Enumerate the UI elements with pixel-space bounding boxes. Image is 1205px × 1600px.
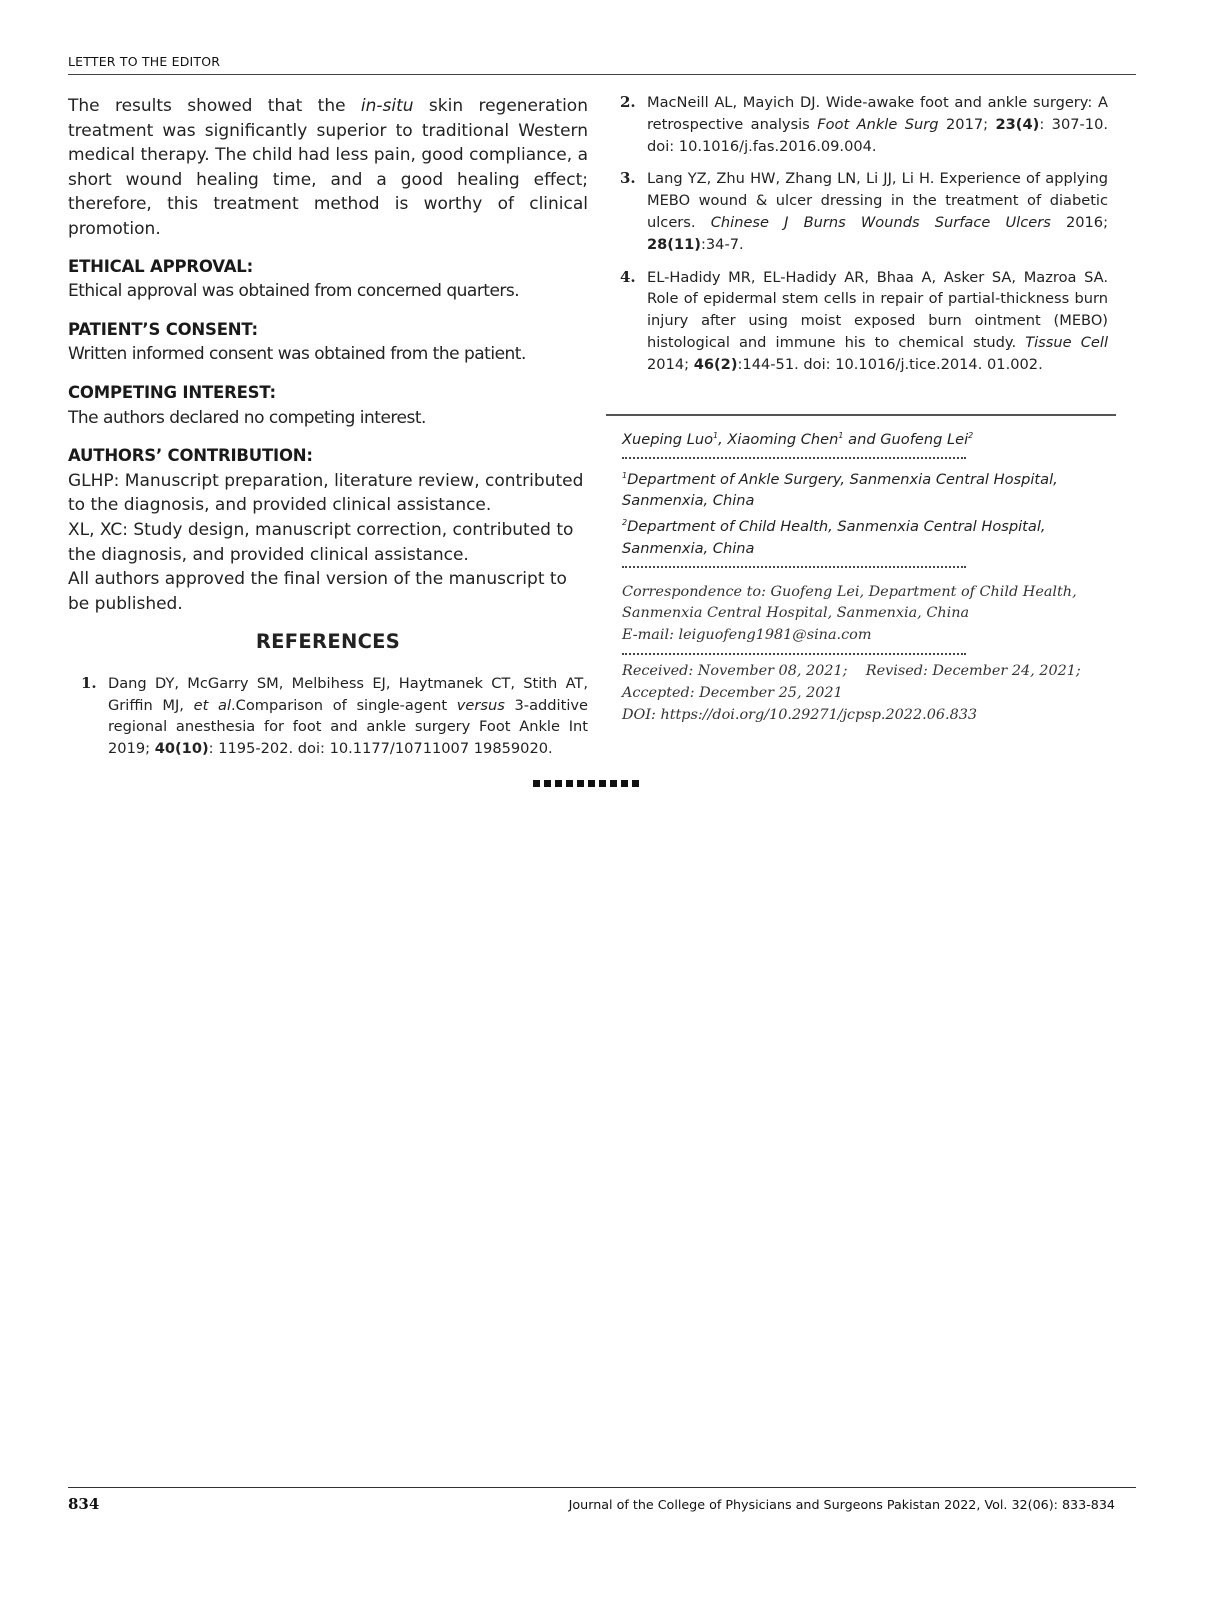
reference-number: 3. xyxy=(620,169,636,188)
patient-consent-heading: PATIENT’S CONSENT: xyxy=(68,319,258,339)
references-heading: REFERENCES xyxy=(255,630,401,654)
running-header: LETTER TO THE EDITOR xyxy=(68,54,221,69)
reference-item: 4. EL-Hadidy MR, EL-Hadidy AR, Bhaa A, Asker SA, Mazroa SA. Role of epidermal stem cells in repair of partial-thickness burn injury after using moist exposed burn ointment (MEBO) histological and immune his to chemical study. Tissue Cell 2014; 46(2):144-51. doi: 10.1016/j.tice.2014. 01.002. xyxy=(620,267,1108,373)
ethical-approval-heading: ETHICAL APPROVAL: xyxy=(68,256,253,276)
email: E-mail: leiguofeng1981@sina.com xyxy=(622,627,872,644)
doi: DOI: https://doi.org/10.29271/jcpsp.2022.06.833 xyxy=(622,706,978,723)
conclusion-text-2: skin regeneration treatment was significantly superior to traditional Western medical therapy. The child had less pain, good compliance, a short wound healing time, and a good healing effect; therefore, this treatment method is worthy of clinical promotion. xyxy=(68,96,588,239)
correspondence: Correspondence to: Guofeng Lei, Department of Child Health, Sanmenxia Central Hospital, Sanmenxia, China xyxy=(622,583,1077,622)
reference-number: 2. xyxy=(620,93,636,111)
footer-rule xyxy=(68,1487,1136,1488)
competing-interest-heading: COMPETING INTEREST: xyxy=(68,382,276,402)
reference-number: 4. xyxy=(620,267,636,286)
contribution-xl-xc: XL, XC: Study design, manuscript correction, contributed to the diagnosis, and provided clinical assistance. xyxy=(68,519,574,565)
author-affiliation-block xyxy=(622,425,1108,726)
affiliation-1: $^1$Department of Ankle Surgery, Sanmenxia Central Hospital, Sanmenxia, China xyxy=(622,470,1058,510)
reference-item: 1. Dang DY, McGarry SM, Melbihess EJ, Haytmanek CT, Stith AT, Griffin MJ, et al.Comparison of single-agent versus 3-additive regional anesthesia for foot and ankle surgery Foot Ankle Int 2019; 40(10): 1195-202. doi: 10.1177/10711007 19859020. xyxy=(81,673,588,758)
conclusion-text-1: The results showed that the xyxy=(68,96,361,116)
header-rule xyxy=(68,74,1136,75)
patient-consent-text: Written informed consent was obtained from the patient. xyxy=(68,344,526,365)
affiliation-2: $^2$Department of Child Health, Sanmenxia Central Hospital, Sanmenxia, China xyxy=(622,517,1046,557)
right-column-references xyxy=(622,92,1108,387)
end-of-article-marker xyxy=(533,780,639,787)
authors-contribution-heading: AUTHORS’ CONTRIBUTION: xyxy=(68,446,313,466)
ethical-approval-text: Ethical approval was obtained from concerned quarters. xyxy=(68,281,520,302)
page-number: 834 xyxy=(68,1495,100,1513)
reference-item: 3. Lang YZ, Zhu HW, Zhang LN, Li JJ, Li H. Experience of applying MEBO wound & ulcer dressing in the treatment of diabetic ulcers. Chinese J Burns Wounds Surface Ulcers 2016; 28(11):34-7. xyxy=(620,169,1109,253)
dotted-separator xyxy=(622,457,966,459)
received-revised-dates: Received: November 08, 2021; Revised: December 24, 2021; xyxy=(622,662,1081,679)
accepted-date: Accepted: December 25, 2021 xyxy=(622,684,843,701)
reference-item: 2. MacNeill AL, Mayich DJ. Wide-awake foot and ankle surgery: A retrospective analysis Foot Ankle Surg 2017; 23(4): 307-10. doi: 10.1016/j.fas.2016.09.004. xyxy=(620,93,1108,155)
journal-citation: Journal of the College of Physicians and Surgeons Pakistan 2022, Vol. 32(06): 833-834 xyxy=(568,1497,1115,1512)
author-list: Xueping Luo$^1$, Xiaoming Chen$^1$ and Guofeng Lei$^2$ xyxy=(622,430,974,448)
left-column xyxy=(68,94,588,760)
contribution-glhp: GLHP: Manuscript preparation, literature review, contributed to the diagnosis, and provided clinical assistance. xyxy=(68,470,584,516)
dotted-separator xyxy=(622,653,966,655)
conclusion-paragraph xyxy=(68,94,588,242)
contribution-approval: All authors approved the final version of the manuscript to be published. xyxy=(68,569,567,614)
reference-number: 1. xyxy=(81,673,97,692)
competing-interest-text: The authors declared no competing interest. xyxy=(68,407,426,428)
affiliation-divider xyxy=(606,414,1116,416)
conclusion-italic: in-situ xyxy=(360,96,414,116)
dotted-separator xyxy=(622,566,966,568)
